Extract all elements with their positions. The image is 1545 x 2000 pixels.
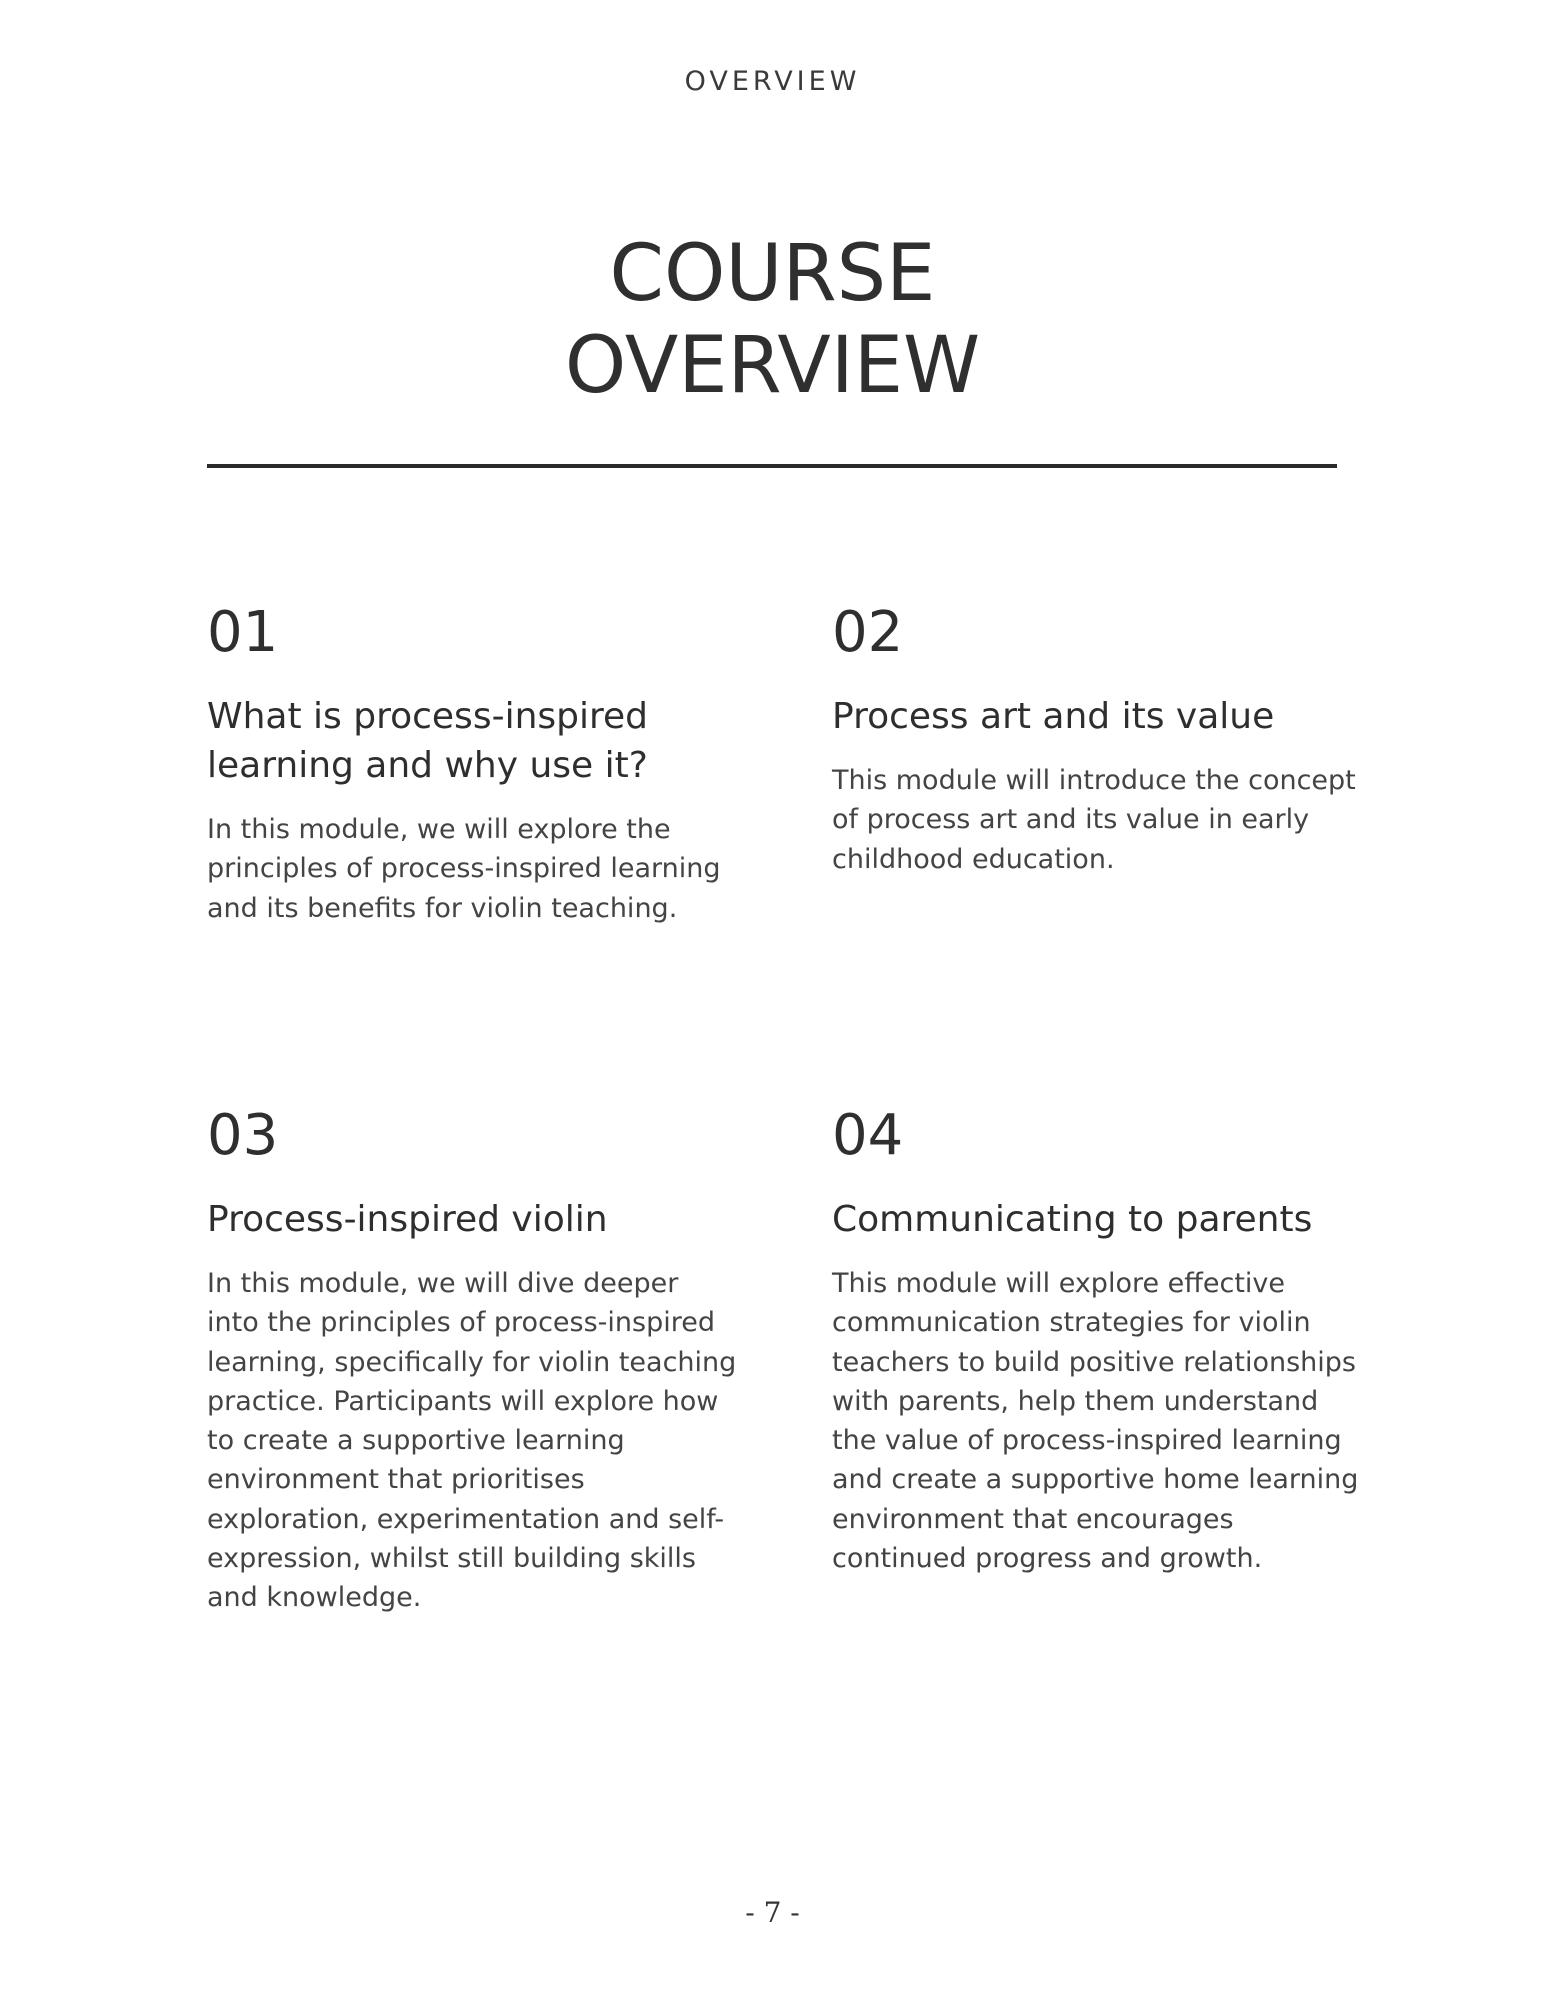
module-title: Communicating to parents [832, 1199, 1313, 1240]
module-title: What is process-inspired learning and why use it? [207, 696, 648, 786]
page-title [0, 228, 1545, 412]
page-title-line-1: COURSE [609, 229, 936, 319]
module-title: Process art and its value [832, 696, 1275, 737]
title-divider [207, 464, 1337, 468]
module-description: This module will explore effective communication strategies for violin teachers to build positive relationships with parents, help them understand the value of process-inspired learning and create a supportive home learning environment that encourages continued progress and growth. [832, 1268, 1359, 1575]
module-number: 03 [207, 1103, 279, 1168]
module-number: 02 [832, 600, 904, 665]
module-03 [207, 1103, 737, 1618]
module-description: This module will introduce the concept of process art and its value in early childhood education. [832, 765, 1356, 875]
module-number: 01 [207, 600, 279, 665]
module-02 [832, 600, 1362, 879]
module-04 [832, 1103, 1362, 1578]
module-number: 04 [832, 1103, 904, 1168]
module-description: In this module, we will dive deeper into the principles of process-inspired learning, specifically for violin teaching practice. Participants will explore how to create a supportive learning environment that prioritises exploration, experimentation and self-expression, whilst still building skills and knowledge. [207, 1268, 737, 1614]
page-number: - 7 - [745, 1896, 800, 1929]
module-title: Process-inspired violin [207, 1199, 608, 1240]
module-01 [207, 600, 737, 928]
running-header: OVERVIEW [684, 66, 861, 97]
page-title-line-2: OVERVIEW [564, 321, 981, 411]
module-description: In this module, we will explore the principles of process-inspired learning and its benefits for violin teaching. [207, 814, 721, 924]
